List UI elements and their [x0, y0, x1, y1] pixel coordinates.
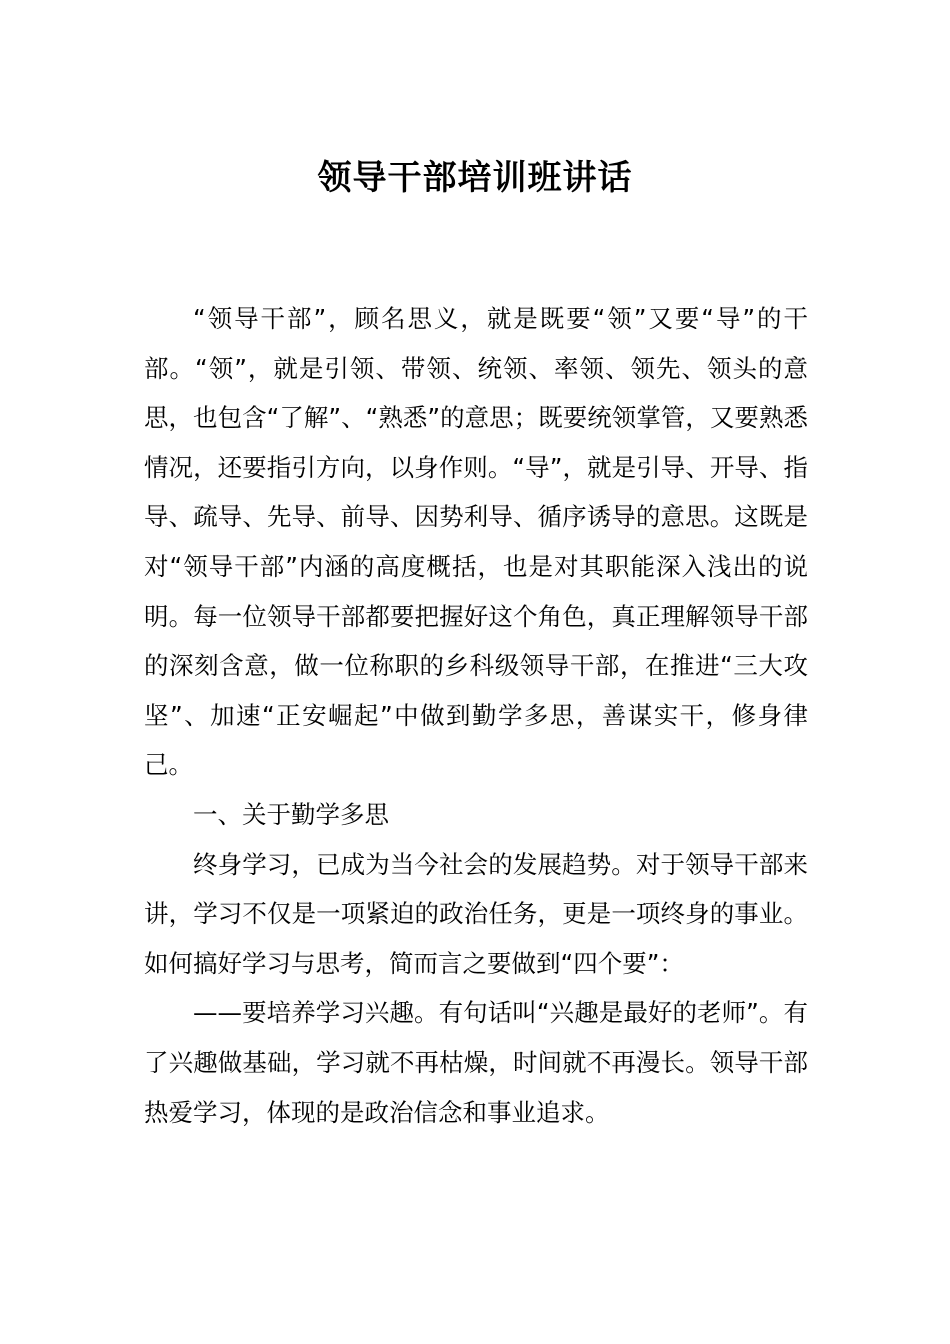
paragraph-lifelong-learning: 终身学习，已成为当今社会的发展趋势。对于领导干部来讲，学习不仅是一项紧迫的政治任务，更是一项终身的事业。如何搞好学习与思考，简而言之要做到“四个要”：: [144, 849, 808, 978]
document-title: 领导干部培训班讲话: [317, 158, 633, 198]
section-heading-1: 一、关于勤学多思: [193, 799, 389, 829]
paragraph-intro: “领导干部”，顾名思义，就是既要“领”又要“导”的干部。“领”，就是引领、带领、统领、率领、领先、领头的意思，也包含“了解”、“熟悉”的意思；既要统领掌管，又要熟悉情况，还要指引方向，以身作则。“导”，就是引导、开导、指导、疏导、先导、前导、因势利导、循序诱导的意思。这既是对“领导干部”内涵的高度概括，也是对其职能深入浅出的说明。每一位领导干部都要把握好这个角色，真正理解领导干部的深刻含意，做一位称职的乡科级领导干部，在推进“三大攻坚”、加速“正安崛起”中做到勤学多思，善谋实干，修身律己。: [144, 304, 808, 780]
document-body: [144, 294, 808, 1137]
paragraph-interest: ——要培养学习兴趣。有句话叫“兴趣是最好的老师”。有了兴趣做基础，学习就不再枯燥，时间就不再漫长。领导干部热爱学习，体现的是政治信念和事业追求。: [144, 998, 808, 1127]
